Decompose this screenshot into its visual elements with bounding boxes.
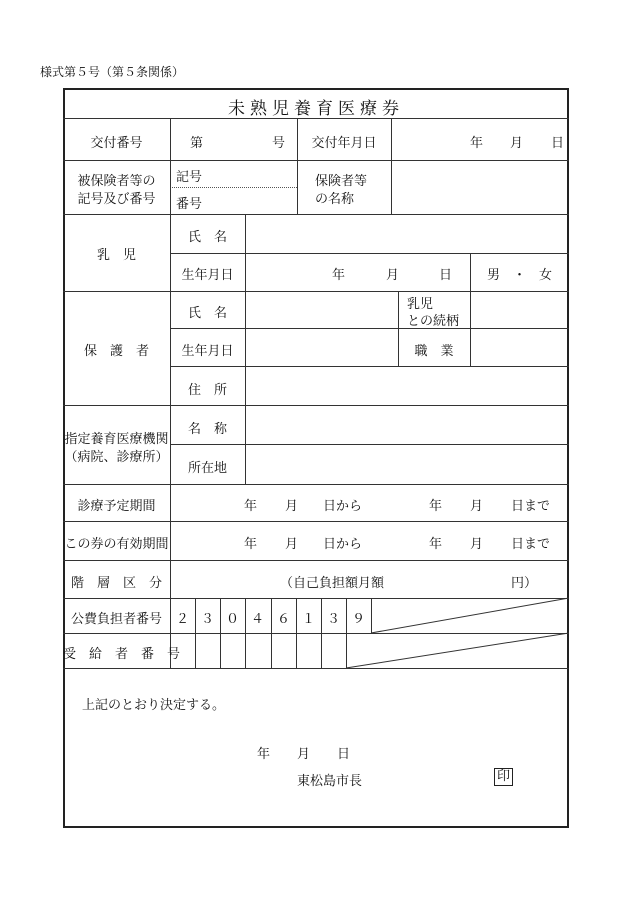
insured-label-line1: 被保険者等の [77, 174, 156, 189]
diagonal-line [346, 633, 569, 668]
institution-name-label: 名 称 [187, 422, 227, 437]
tier-monthly-label: （自己負担額月額 [280, 576, 385, 591]
issue-dai-text: 第 [190, 136, 204, 151]
institution-label-line1: 指定養育医療機関 [64, 432, 169, 447]
infant-name-label: 氏 名 [187, 230, 227, 245]
relation-label-line1: 乳児 [407, 297, 434, 312]
form-number-caption: 様式第５号（第５条関係） [40, 65, 185, 79]
period-year2-text: 年 [429, 499, 443, 514]
payer-digit: ４ [250, 612, 264, 627]
issue-go-text: 号 [272, 136, 286, 151]
validity-label: この券の有効期間 [64, 537, 169, 552]
mayor-title: 東松島市長 [297, 774, 363, 789]
infant-label: 乳 児 [96, 248, 136, 263]
payer-digit: ９ [351, 612, 365, 627]
payer-digit: ６ [276, 612, 290, 627]
recipient-number-label: 受 給 者 番 号 [63, 647, 181, 662]
job-label: 職 業 [414, 344, 454, 359]
institution-location-label: 所在地 [187, 461, 227, 476]
payer-digit: １ [301, 612, 315, 627]
period-month-text: 月 [285, 499, 299, 514]
validity-until-text: 日まで [511, 537, 551, 552]
bango-label: 番号 [176, 197, 203, 212]
infant-day-text: 日 [439, 268, 453, 283]
infant-year-text: 年 [332, 268, 346, 283]
payer-number-label: 公費負担者番号 [70, 612, 162, 627]
footer-month-text: 月 [297, 747, 311, 762]
validity-year-text: 年 [244, 537, 258, 552]
validity-from-text: 日から [323, 537, 363, 552]
period-until-text: 日まで [511, 499, 551, 514]
infant-dob-label: 生年月日 [181, 268, 234, 283]
address-label: 住 所 [187, 383, 227, 398]
tier-yen-text: 円） [511, 576, 538, 591]
infant-month-text: 月 [386, 268, 400, 283]
guardian-dob-label: 生年月日 [181, 344, 234, 359]
issue-day-text: 日 [551, 136, 565, 151]
payer-digit: ０ [225, 612, 239, 627]
issue-number-label: 交付番号 [90, 136, 143, 151]
payer-digit: ３ [200, 612, 214, 627]
seal-mark: 印 [494, 768, 513, 786]
period-month2-text: 月 [470, 499, 484, 514]
certificate-title: 未熟児養育医療券 [228, 99, 404, 119]
payer-digit: ３ [326, 612, 340, 627]
period-from-text: 日から [323, 499, 363, 514]
infant-sex-choice: 男 ・ 女 [486, 268, 552, 283]
guardian-label: 保 護 者 [83, 344, 149, 359]
period-year-text: 年 [244, 499, 258, 514]
tier-label: 階 層 区 分 [70, 576, 162, 591]
guardian-name-label: 氏 名 [187, 306, 227, 321]
relation-label-line2: との続柄 [407, 314, 460, 329]
diagonal-line [371, 598, 569, 633]
kigo-label: 記号 [176, 170, 203, 185]
validity-month2-text: 月 [470, 537, 484, 552]
insurer-label-line2: の名称 [315, 192, 355, 207]
issue-date-label: 交付年月日 [311, 136, 377, 151]
period-label: 診療予定期間 [77, 499, 156, 514]
institution-label-line2: （病院、診療所） [64, 450, 169, 465]
insurer-label-line1: 保険者等 [315, 174, 368, 189]
footer-year-text: 年 [257, 747, 271, 762]
issue-year-text: 年 [470, 136, 484, 151]
issue-month-text: 月 [510, 136, 524, 151]
insured-label-line2: 記号及び番号 [77, 192, 156, 207]
footer-day-text: 日 [337, 747, 351, 762]
decision-statement: 上記のとおり決定する。 [82, 698, 226, 713]
payer-digit: ２ [175, 612, 189, 627]
validity-month-text: 月 [285, 537, 299, 552]
validity-year2-text: 年 [429, 537, 443, 552]
